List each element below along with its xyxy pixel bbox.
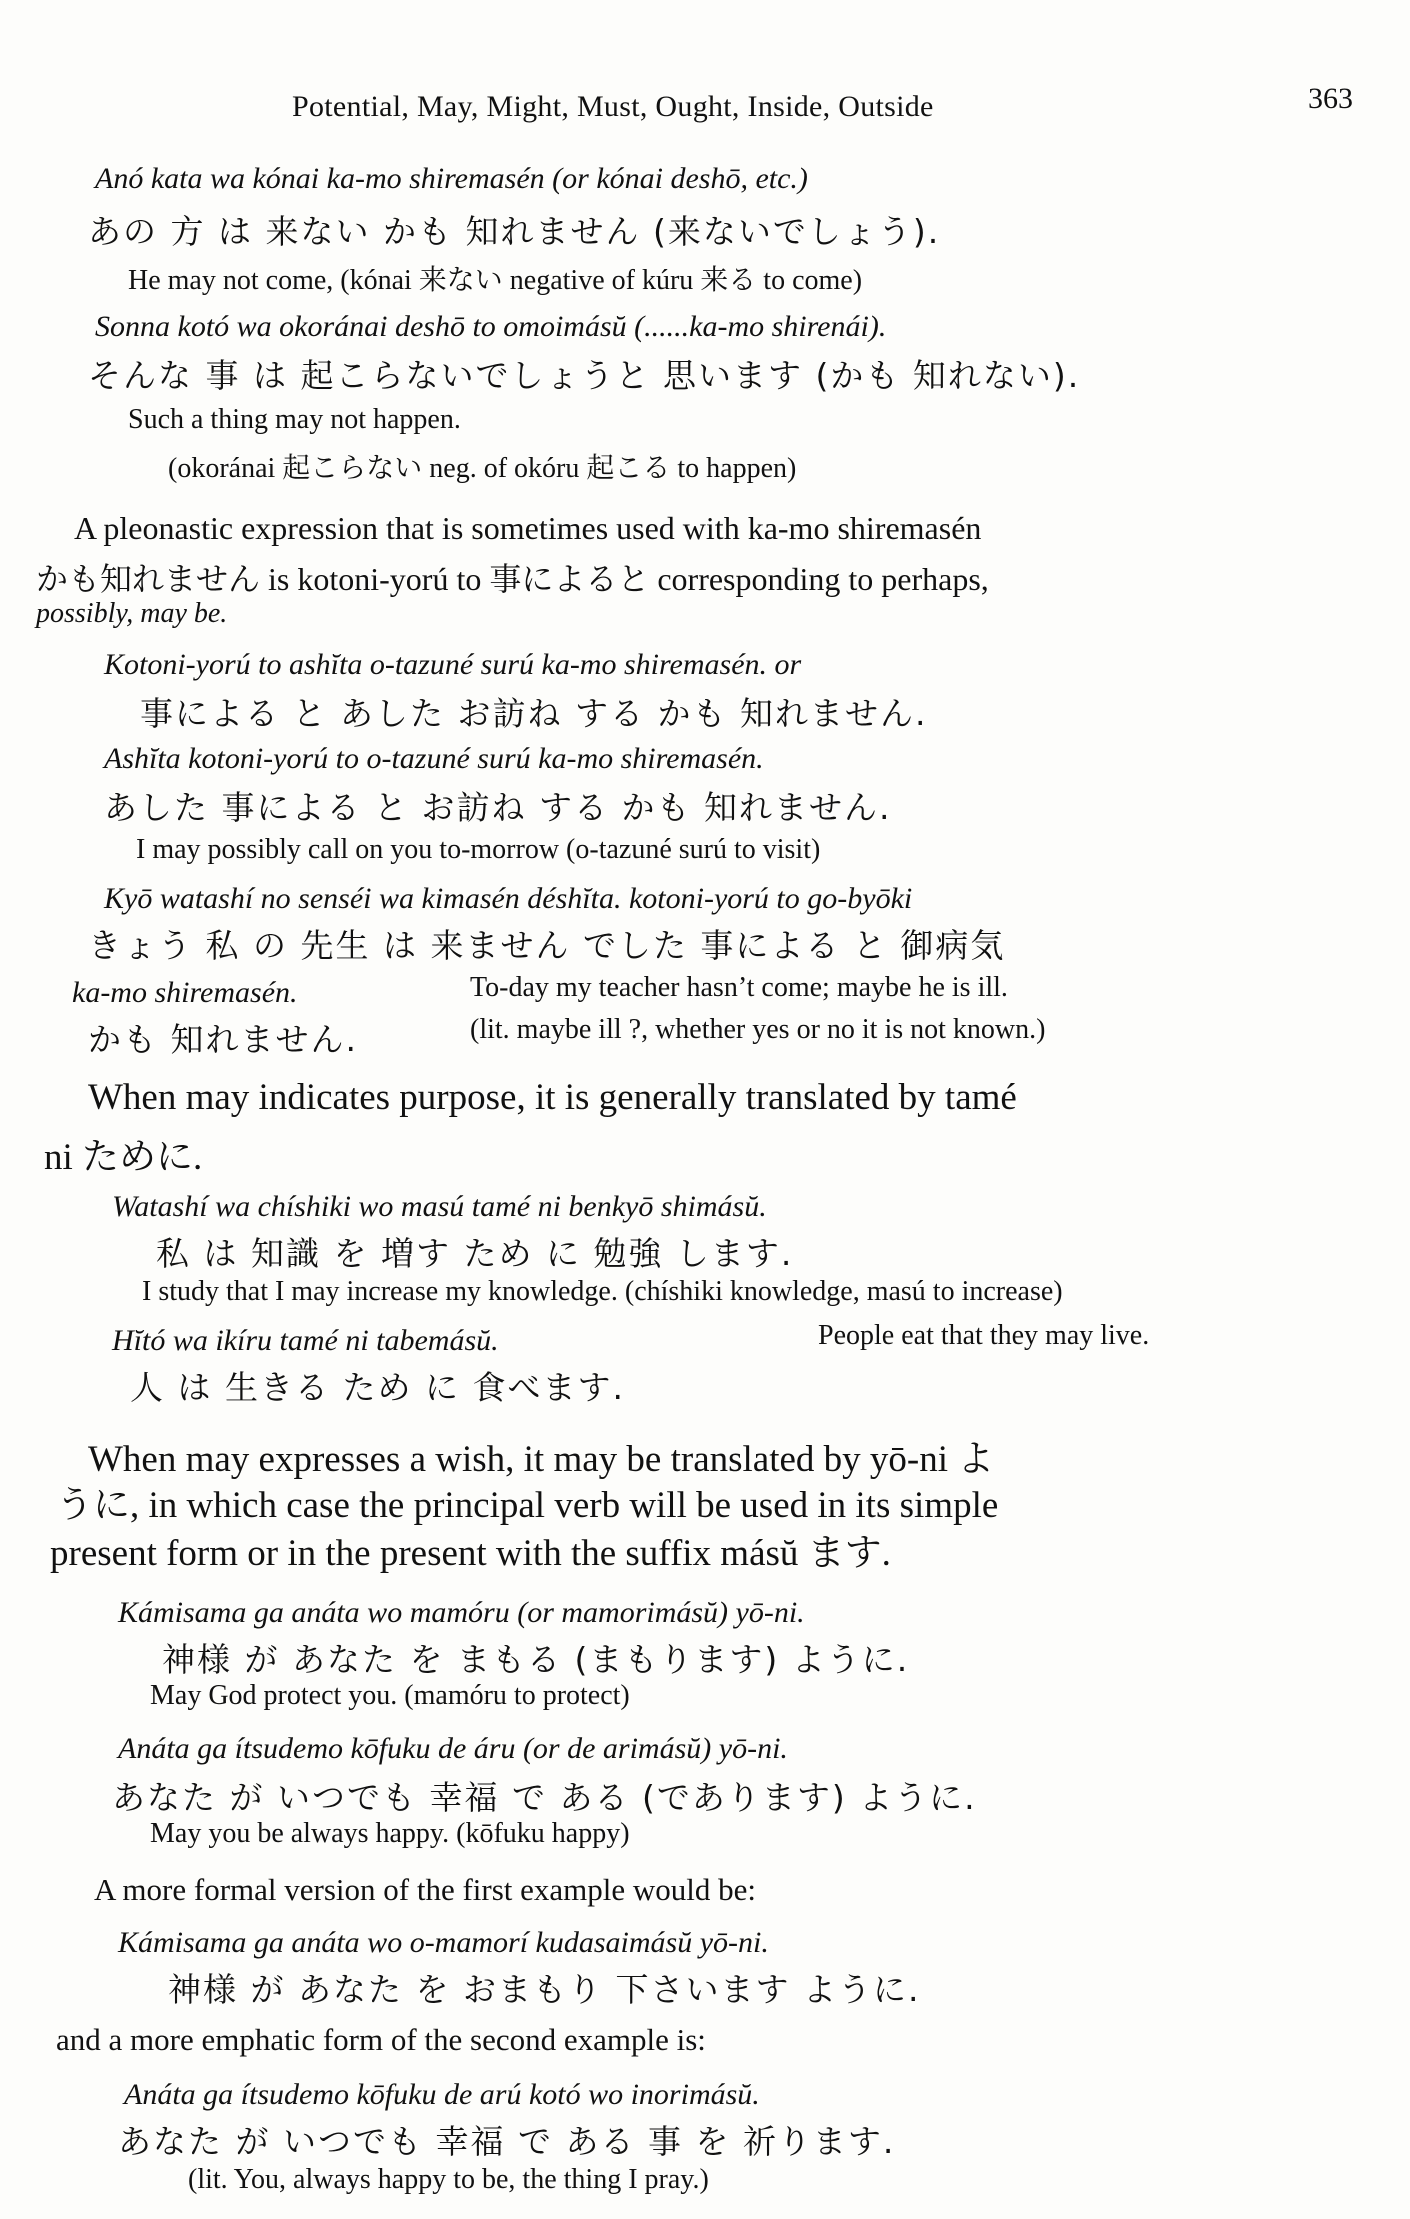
translation-line: I may possibly call on you to-morrow (o-tazuné surú to visit) (136, 834, 821, 865)
romaji-line: Ashĭta kotoni-yorú to o-tazuné surú ka-mo shiremasén. (104, 742, 764, 775)
paragraph-line: possibly, may be. (36, 598, 228, 629)
romaji-line: Kámisama ga anáta wo mamóru (or mamorimásŭ) yō-ni. (118, 1596, 805, 1629)
translation-line: He may not come, (kónai 来ない negative of kúru 来る to come) (128, 265, 863, 296)
translation-line: May you be always happy. (kōfuku happy) (150, 1818, 630, 1849)
romaji-line: Watashí wa chíshiki wo masú tamé ni benkyō shimásŭ. (112, 1190, 767, 1223)
japanese-line: 神様 が あなた を まもる (まもります) ように. (162, 1640, 910, 1679)
page-number: 363 (1308, 82, 1353, 115)
japanese-line: きょう 私 の 先生 は 来ません でした 事による と 御病気 (88, 926, 1006, 965)
romaji-line: Kyō watashí no senséi wa kimasén déshĭta. kotoni-yorú to go-byōki (104, 882, 913, 915)
translation-line: To-day my teacher hasn’t come; maybe he is ill. (470, 972, 1008, 1003)
japanese-line: あなた が いつでも 幸福 で ある (であります) ように. (112, 1778, 977, 1817)
japanese-line: 人 は 生きる ため に 食べます. (130, 1368, 625, 1407)
paragraph-line: When may expresses a wish, it may be translated by yō-ni よ (88, 1439, 995, 1480)
translation-line: People eat that they may live. (818, 1320, 1150, 1351)
translation-line: I study that I may increase my knowledge. (chíshiki knowledge, masú to increase) (142, 1276, 1063, 1307)
romaji-line: Anó kata wa kónai ka-mo shiremasén (or kónai deshō, etc.) (95, 162, 808, 195)
romaji-line: Kámisama ga anáta wo o-mamorí kudasaimásŭ yō-ni. (118, 1926, 769, 1959)
romaji-line: Anáta ga ítsudemo kōfuku de arú kotó wo inorimásŭ. (124, 2078, 760, 2111)
running-title: Potential, May, Might, Must, Ought, Inside, Outside (292, 90, 934, 123)
japanese-line: 神様 が あなた を おまもり 下さいます ように. (168, 1970, 921, 2009)
translation-line: Such a thing may not happen. (128, 404, 461, 435)
paragraph-line: and a more emphatic form of the second example is: (56, 2022, 706, 2057)
translation-line: May God protect you. (mamóru to protect) (150, 1680, 630, 1711)
paragraph-line: かも知れません is kotoni-yorú to 事によると corresponding to perhaps, (36, 561, 989, 597)
japanese-line: 事による と あした お訪ね する かも 知れません. (140, 694, 928, 733)
japanese-line: 私 は 知識 を 増す ため に 勉強 します. (156, 1234, 794, 1273)
japanese-line: かも 知れません. (88, 1020, 358, 1059)
romaji-line: Anáta ga ítsudemo kōfuku de áru (or de arimásŭ) yō-ni. (118, 1732, 788, 1765)
translation-line: (lit. You, always happy to be, the thing I pray.) (188, 2164, 709, 2195)
paragraph-line: うに, in which case the principal verb will be used in its simple (56, 1485, 999, 1526)
paragraph-line: A pleonastic expression that is sometimes used with ka-mo shiremasén (74, 510, 982, 546)
running-header (0, 82, 1410, 130)
paragraph-line: A more formal version of the first example would be: (94, 1872, 757, 1907)
japanese-line: そんな 事 は 起こらないでしょうと 思います (かも 知れない). (88, 356, 1081, 395)
japanese-line: あなた が いつでも 幸福 で ある 事 を 祈ります. (118, 2122, 896, 2161)
paragraph-line: When may indicates purpose, it is generally translated by tamé (88, 1077, 1017, 1118)
paragraph-line: present form or in the present with the suffix másŭ ます. (50, 1533, 891, 1574)
paragraph-line: ni ために. (44, 1137, 203, 1178)
romaji-line: Sonna kotó wa okoránai deshō to omoimásŭ (......ka-mo shirenái). (95, 310, 887, 343)
romaji-line: Hĭtó wa ikíru tamé ni tabemásŭ. (112, 1324, 499, 1357)
romaji-line: ka-mo shiremasén. (72, 976, 298, 1009)
note-line: (okoránai 起こらない neg. of okóru 起こる to happen) (168, 453, 797, 484)
japanese-line: あした 事による と お訪ね する かも 知れません. (104, 788, 892, 827)
translation-line: (lit. maybe ill ?, whether yes or no it is not known.) (470, 1014, 1046, 1045)
japanese-line: あの 方 は 来ない かも 知れません (来ないでしょう). (88, 212, 941, 251)
romaji-line: Kotoni-yorú to ashĭta o-tazuné surú ka-mo shiremasén. or (104, 648, 802, 681)
